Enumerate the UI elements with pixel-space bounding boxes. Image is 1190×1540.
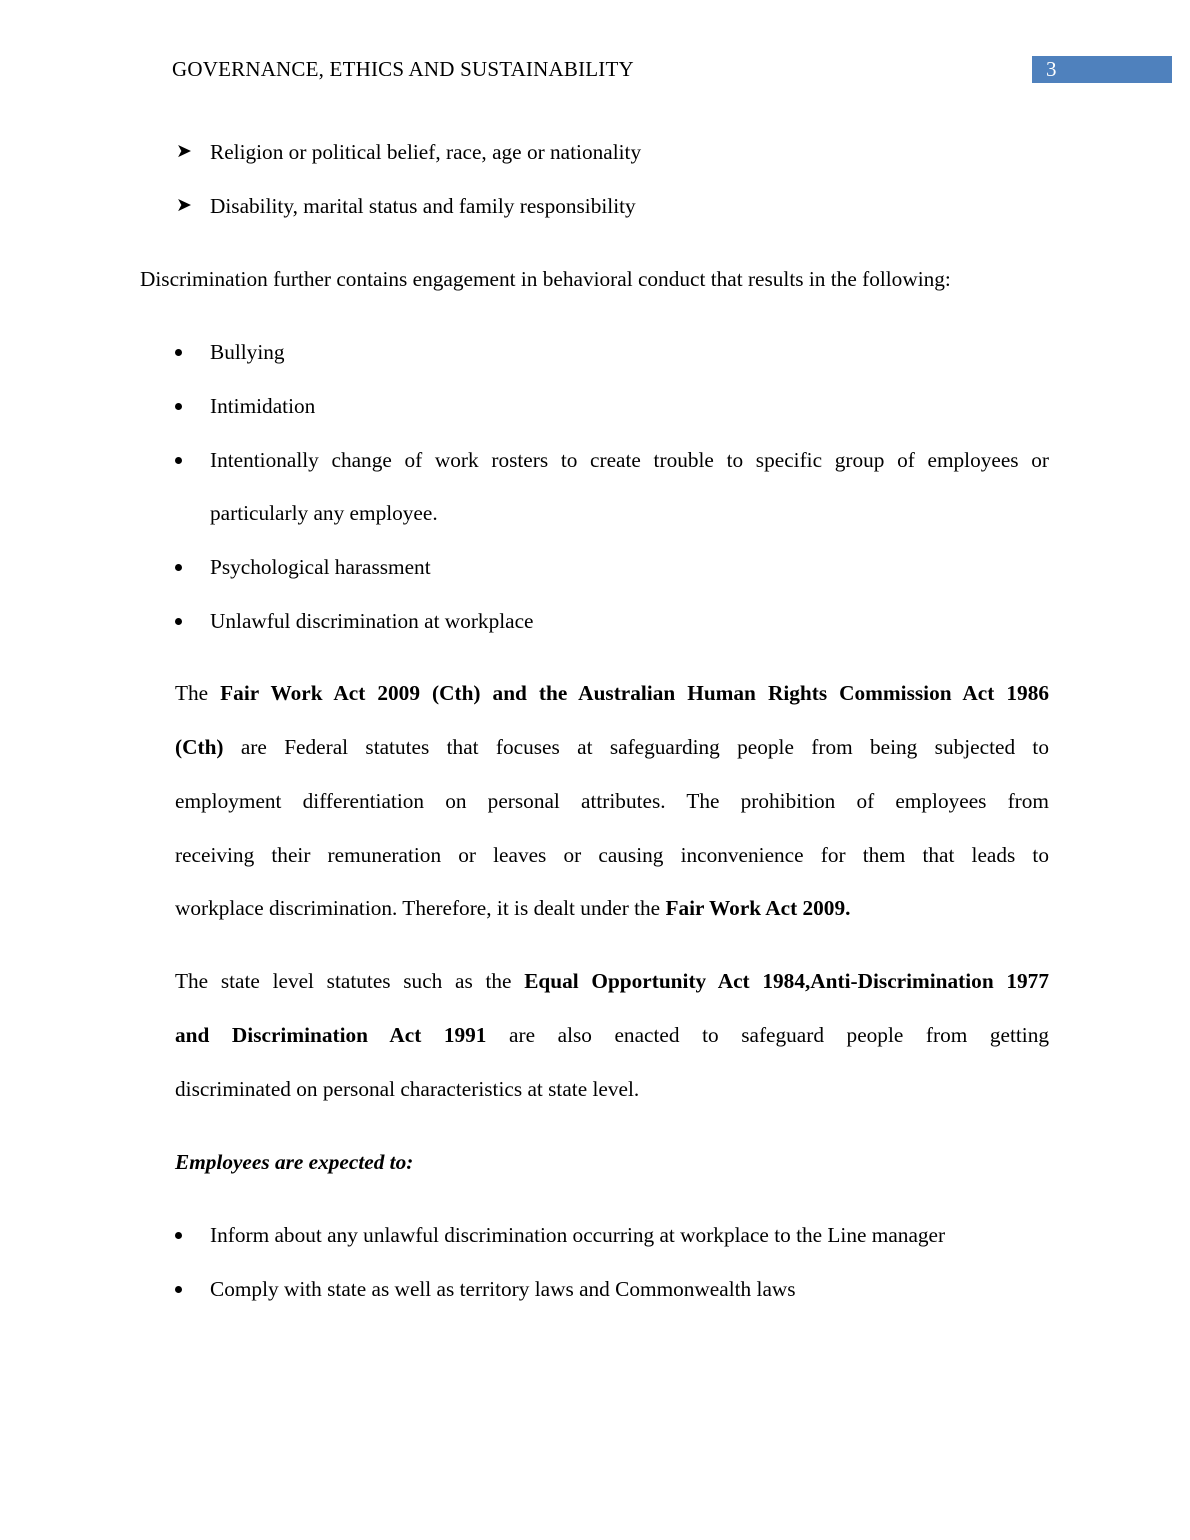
text-run: The [175, 681, 209, 705]
list-item-line: particularly any employee. [210, 501, 438, 525]
paragraph-line: discriminated on personal characteristics at state level. [175, 1077, 640, 1101]
bullet-dot-icon [175, 618, 182, 625]
list-item: Psychological harassment [210, 555, 431, 579]
bullet-dot-icon [175, 1232, 182, 1239]
list-item: Inform about any unlawful discrimination occurring at workplace to the Line manager [210, 1223, 946, 1247]
running-header-title: GOVERNANCE, ETHICS AND SUSTAINABILITY [172, 57, 634, 81]
paragraph-line [175, 681, 1049, 706]
list-item: Unlawful discrimination at workplace [210, 609, 534, 633]
paragraph-line [175, 1023, 1049, 1048]
page-number-badge: 3 [1032, 56, 1172, 83]
text-run: workplace discrimination. Therefore, it is dealt under the [175, 896, 661, 920]
bullet-dot-icon [175, 564, 182, 571]
paragraph-line: receiving their remuneration or leaves or causing inconvenience for them that leads to [175, 843, 1049, 867]
bold-cth: (Cth) [175, 735, 224, 759]
list-item-line: Intentionally change of work rosters to create trouble to specific group of employees or [210, 448, 1049, 472]
paragraph-line: employment differentiation on personal attributes. The prohibition of employees from [175, 789, 1049, 813]
bullet-dot-icon [175, 349, 182, 356]
bold-act-names: Equal Opportunity Act 1984,Anti-Discrimination 1977 [524, 969, 1049, 993]
list-item: Disability, marital status and family responsibility [210, 194, 636, 218]
arrow-bullet-icon: ➤ [176, 141, 192, 162]
list-item: Comply with state as well as territory laws and Commonwealth laws [210, 1277, 796, 1301]
bold-act-names: Fair Work Act 2009 (Cth) and the Australian Human Rights Commission Act 1986 [220, 681, 1049, 705]
bullet-dot-icon [175, 1286, 182, 1293]
bold-act-name: Fair Work Act 2009. [665, 896, 851, 920]
bullet-dot-icon [175, 457, 182, 464]
text-run: are Federal statutes that focuses at safeguarding people from being subjected to [240, 735, 1049, 759]
bold-and: and [175, 1023, 210, 1047]
paragraph-line [175, 969, 1049, 994]
bold-act-name: Discrimination Act 1991 [231, 1023, 487, 1047]
intro-paragraph: Discrimination further contains engagement in behavioral conduct that results in the following: [140, 267, 951, 291]
list-item: Intimidation [210, 394, 316, 418]
arrow-bullet-icon: ➤ [176, 195, 192, 216]
list-item: Religion or political belief, race, age or nationality [210, 140, 642, 164]
paragraph-line [175, 735, 1049, 760]
text-run: The state level statutes such as the [175, 969, 512, 993]
paragraph-line [175, 896, 850, 921]
bullet-dot-icon [175, 403, 182, 410]
text-run: are also enacted to safeguard people from getting [509, 1023, 1049, 1047]
section-heading: Employees are expected to: [175, 1150, 414, 1174]
list-item: Bullying [210, 340, 285, 364]
